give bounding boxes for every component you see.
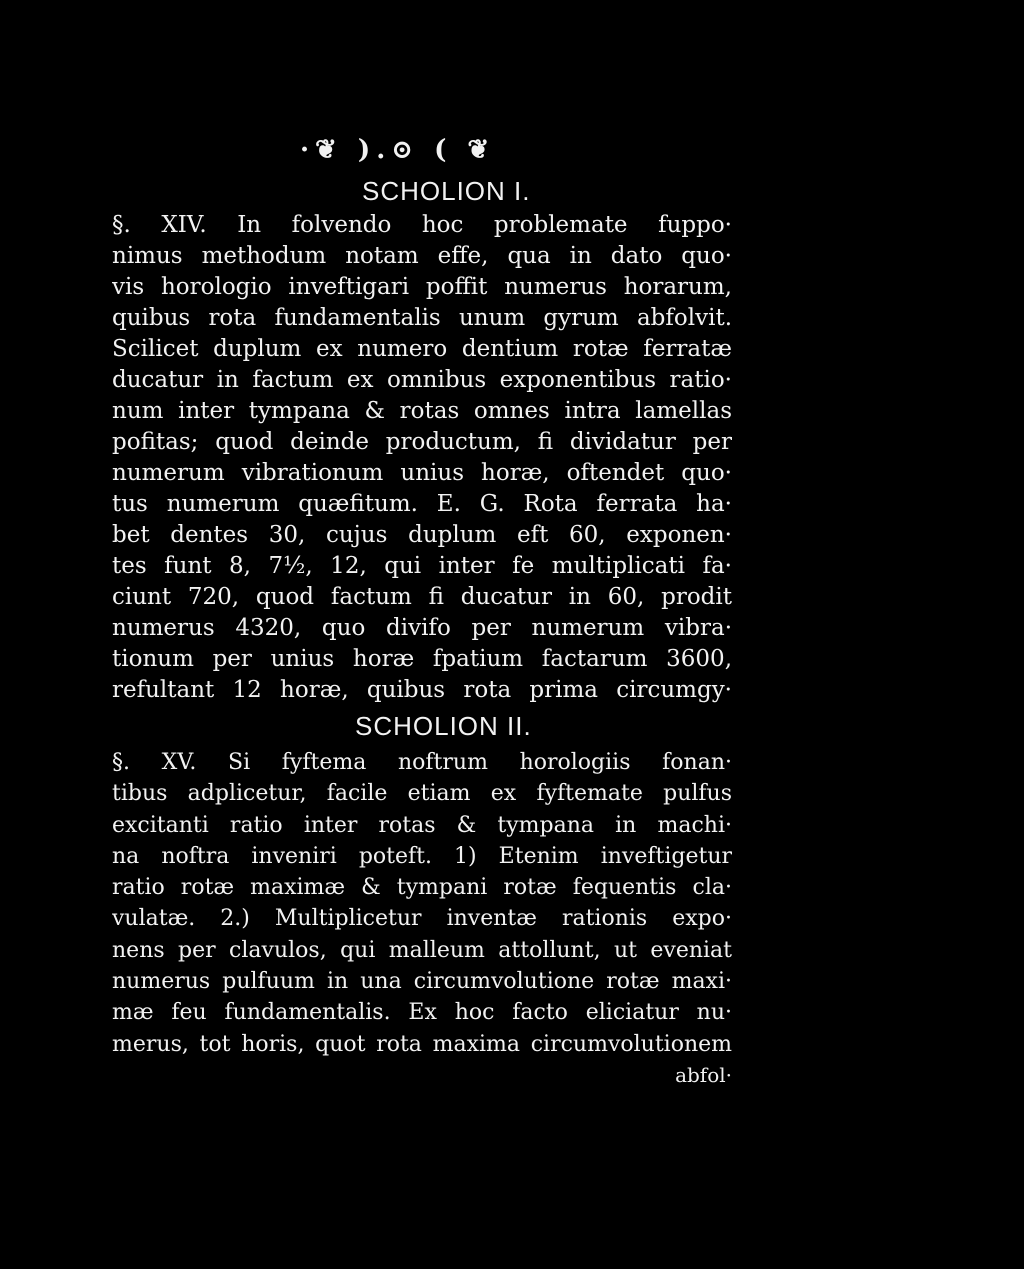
scholion-2-heading: SCHOLION II. <box>355 711 532 741</box>
scholion-1-text <box>112 210 732 706</box>
scholion-1-heading: SCHOLION I. <box>362 176 531 206</box>
text-line: vulatæ. 2.) Multiplicetur inventæ rationis expo· <box>112 906 732 932</box>
text-line: ratio rotæ maximæ & tympani rotæ fequentis cla· <box>112 875 732 901</box>
text-line: vis horologio inveftigari poffit numerus horarum, <box>112 274 732 300</box>
text-line: nimus methodum notam effe, qua in dato quo· <box>112 243 732 269</box>
text-line: na noftra inveniri poteft. 1) Etenim inveftigetur <box>112 843 732 869</box>
text-line: tus numerum quæfitum. E. G. Rota ferrata ha· <box>112 491 732 517</box>
catchword: abfol· <box>675 1062 732 1087</box>
text-line: merus, tot horis, quot rota maxima circumvolutionem <box>112 1031 732 1057</box>
text-line: pofitas; quod deinde productum, fi dividatur per <box>112 429 732 455</box>
text-line: tibus adplicetur, facile etiam ex fyftemate pulfus <box>112 781 732 807</box>
text-line: nens per clavulos, qui malleum attollunt, ut eveniat <box>112 937 732 963</box>
text-line: Scilicet duplum ex numero dentium rotæ ferratæ <box>112 336 732 362</box>
text-line: quibus rota fundamentalis unum gyrum abfolvit. <box>112 305 732 331</box>
text-line: §. XV. Si fyftema noftrum horologiis fonan· <box>112 750 732 775</box>
text-line: num inter tympana & rotas omnes intra lamellas <box>112 398 732 424</box>
text-line: tionum per unius horæ fpatium factarum 3600, <box>112 646 732 672</box>
text-line: numerus 4320, quo divifo per numerum vibra· <box>112 615 732 641</box>
text-line: ciunt 720, quod factum fi ducatur in 60, prodit <box>112 584 732 610</box>
text-line: tes funt 8, 7½, 12, qui inter fe multiplicati fa· <box>112 553 732 579</box>
text-line: mæ feu fundamentalis. Ex hoc facto eliciatur nu· <box>112 1000 732 1026</box>
text-line: refultant 12 horæ, quibus rota prima circumgy· <box>112 677 732 703</box>
scholion-2-text <box>112 747 732 1091</box>
text-line: ducatur in factum ex omnibus exponentibus ratio· <box>112 367 732 393</box>
text-line: §. XIV. In folvendo hoc problemate fuppo· <box>112 212 732 238</box>
text-line: excitanti ratio inter rotas & tympana in machi· <box>112 812 732 838</box>
page-header-ornament: ·❦ ).⊙ ( ❦ <box>300 135 496 165</box>
text-line: numerum vibrationum unius horæ, oftendet quo· <box>112 460 732 486</box>
text-line: bet dentes 30, cujus duplum eft 60, exponen· <box>112 522 732 548</box>
text-line: numerus pulfuum in una circumvolutione rotæ maxi· <box>112 969 732 995</box>
